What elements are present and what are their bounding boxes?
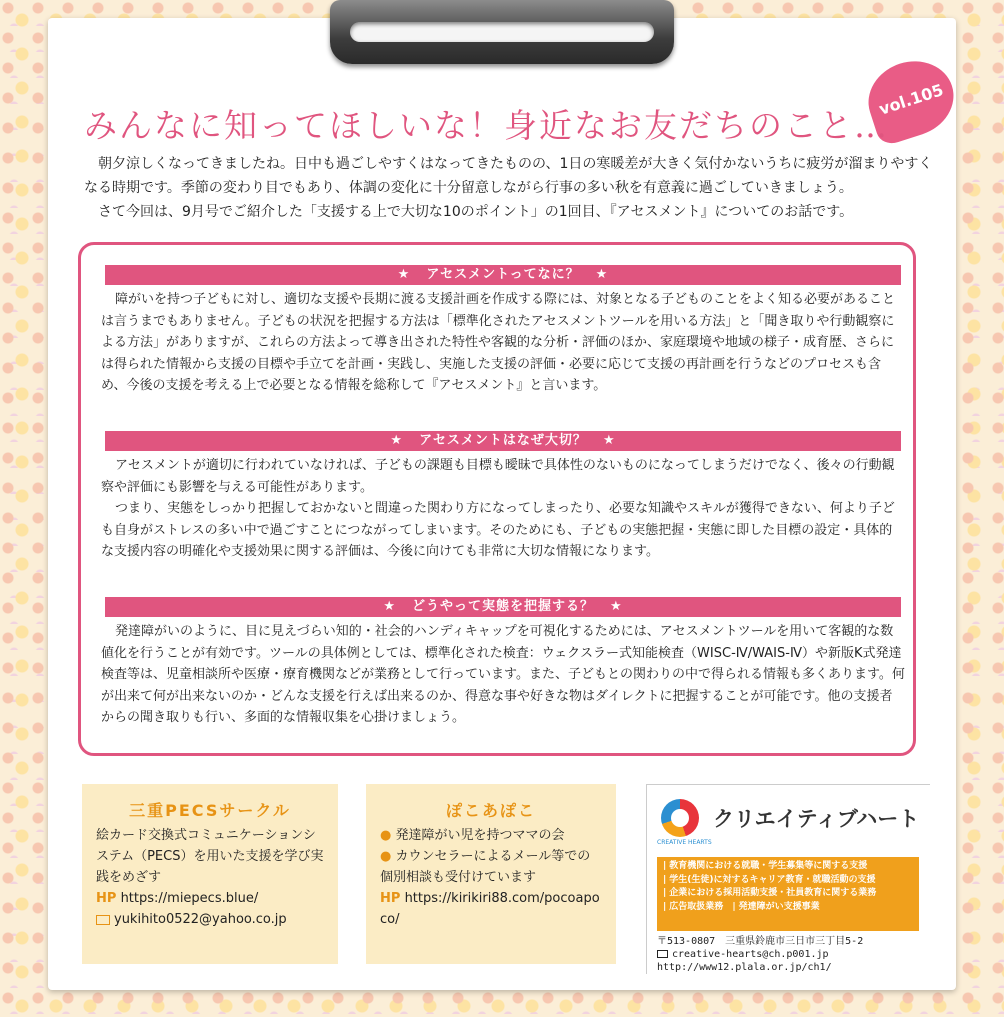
card-body bbox=[366, 821, 616, 930]
section-heading bbox=[105, 431, 901, 451]
logo-icon bbox=[661, 799, 699, 837]
services-list bbox=[657, 857, 919, 931]
company-address: 〒513-0807 三重県鈴鹿市三日市三丁目5-2 bbox=[657, 936, 864, 947]
pocoapoco-card bbox=[366, 784, 616, 964]
star-icon: ★ bbox=[610, 599, 623, 614]
list-item: ● 発達障がい児を持つママの会 bbox=[380, 828, 565, 843]
star-icon: ★ bbox=[602, 433, 616, 448]
section-heading-label: アセスメントはなぜ大切？ bbox=[419, 433, 587, 448]
pecs-circle-card bbox=[82, 784, 338, 964]
list-item: | 学生(生徒)に対するキャリア教育・就職活動の支援 bbox=[663, 874, 876, 885]
company-email[interactable]: creative-hearts@ch.p001.jp bbox=[672, 949, 829, 960]
section-heading-label: アセスメントってなに？ bbox=[426, 267, 580, 282]
star-icon: ★ bbox=[595, 267, 609, 282]
hp-link[interactable]: https://miepecs.blue/ bbox=[120, 891, 259, 906]
section-heading-label: どうやって実態を把握する？ bbox=[411, 599, 594, 614]
hp-label: HP bbox=[380, 891, 401, 906]
section-heading bbox=[105, 597, 901, 617]
card-description: 絵カード交換式コミュニケーションシステム（PECS）を用いた支援を学び実践をめざす bbox=[96, 828, 324, 885]
section-paragraph: 発達障がいのように、目に見えづらい知的・社会的ハンディキャップを可視化するためには、アセスメントツールを用いて客観的な数値化を行うことが有効です。ツールの具体例としては、標準化された検査：ウェクスラー式知能検査（WISC-Ⅳ/WAIS-Ⅳ）や新版K式発達検査等は、児童相談所や医療・療育機関などが業務として行っています。また、子どもとの関わりの中で得られる情報も多くあります。何が出来て何が出来ないのか・どんな支援を行えば出来るのか、得意な事や好きな物はダイレクトに把握することが可能です。他の支援者からの聞き取りも行い、多面的な情報収集を心掛けましょう。 bbox=[101, 624, 905, 725]
mail-icon bbox=[96, 915, 110, 925]
bullet-icon: ● bbox=[380, 849, 392, 864]
card-body bbox=[82, 821, 338, 930]
list-item: | 教育機関における就職・学生募集等に関する支援 bbox=[663, 861, 868, 871]
company-address-block bbox=[657, 935, 863, 974]
card-title: 三重PECSサークル bbox=[129, 801, 291, 820]
section-paragraph: 障がいを持つ子どもに対し、適切な支援や長期に渡る支援計画を作成する際には、対象となる子どものことをよく知る必要があることは言うまでもありません。子どもの状況を把握する方法は「標準化されたアセスメントツールを用いる方法」と「聞き取りや行動観察による方法」がありますが、これらの方法よって導き出された特性や客観的な分析・評価のほか、家庭環境や地域の様子・成育歴、さらには得られた情報から支援の目標や手立てを計画・実践し、実施した支援の評価・必要に応じて支援の再計画を行うなどのプロセスも含め、今後の支援を考える上で必要となる情報を総称して『アセスメント』と言います。 bbox=[101, 292, 896, 393]
content-box bbox=[78, 242, 916, 756]
company-info bbox=[646, 784, 930, 974]
clipboard-clip bbox=[330, 0, 674, 64]
logo-subtitle: CREATIVE HEARTS bbox=[657, 839, 712, 846]
company-name: クリエイティブハート bbox=[713, 807, 920, 831]
list-item: | 広告取扱業務 | 発達障がい支援事業 bbox=[663, 901, 820, 912]
intro-paragraph: さて今回は、9月号でご紹介した「支援する上で大切な10のポイント」の1回目、『アセスメント』についてのお話です。 bbox=[98, 204, 854, 220]
list-item: | 企業における採用活動支援・社員教育に関する業務 bbox=[663, 888, 877, 898]
bullet-icon: ● bbox=[380, 828, 392, 843]
section-body bbox=[101, 621, 905, 729]
company-logo bbox=[657, 797, 927, 847]
hp-link[interactable]: https://kirikiri88.com/pocoapoco/ bbox=[380, 891, 600, 927]
mail-icon bbox=[657, 950, 668, 958]
star-icon: ★ bbox=[397, 267, 411, 282]
volume-badge: vol.105 bbox=[859, 51, 964, 148]
company-url[interactable]: http://www12.plala.or.jp/ch1/ bbox=[657, 962, 832, 973]
section-paragraph: アセスメントが適切に行われていなければ、子どもの課題も目標も曖昧で具体性のないものになってしまうだけでなく、後々の行動観察や評価にも影響を与える可能性があります。 bbox=[101, 458, 895, 495]
section-paragraph: つまり、実態をしっかり把握しておかないと間違った関わり方になってしまったり、必要な知識やスキルが獲得できない、何より子ども自身がストレスの多い中で過ごすことにつながってしまいます。そのためにも、子どもの実態把握・実態に即した目標の設定・具体的な支援内容の明確化や支援効果に関する評価は、今後に向けても非常に大切な情報になります。 bbox=[101, 501, 895, 559]
intro-paragraph: 朝夕涼しくなってきましたね。日中も過ごしやすくはなってきたものの、1日の寒暖差が大きく気付かないうちに疲労が溜まりやすくなる時期です。季節の変わり目でもあり、体調の変化に十分留意しながら行事の多い秋を有意義に過ごしていきましょう。 bbox=[84, 156, 933, 196]
list-item: ● カウンセラーによるメール等での個別相談も受付けています bbox=[380, 849, 591, 885]
star-icon: ★ bbox=[383, 599, 396, 614]
page-title: みんなに知ってほしいな！身近なお友だちのこと… bbox=[84, 106, 889, 145]
card-title: ぽこあぽこ bbox=[445, 801, 536, 820]
email-link[interactable]: yukihito0522@yahoo.co.jp bbox=[114, 912, 287, 927]
section-heading bbox=[105, 265, 901, 285]
clip-hole bbox=[350, 22, 654, 42]
hp-label: HP bbox=[96, 891, 117, 906]
section-body bbox=[101, 455, 905, 563]
section-body bbox=[101, 289, 905, 397]
star-icon: ★ bbox=[390, 433, 404, 448]
intro-text bbox=[84, 152, 936, 224]
